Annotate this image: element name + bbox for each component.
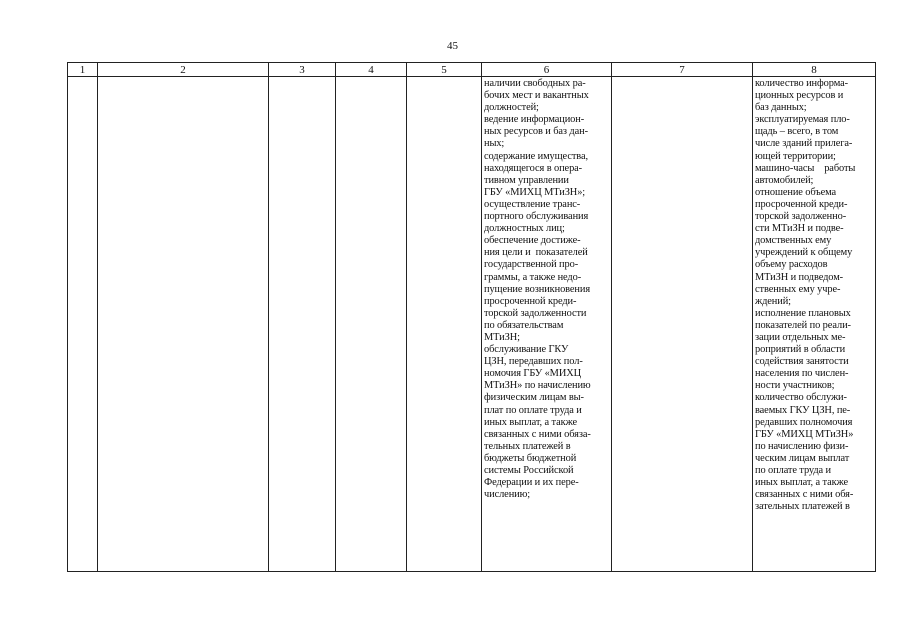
- cell-col-5: [407, 77, 482, 572]
- column-header-2: 2: [98, 63, 269, 77]
- cell-col-7: [612, 77, 753, 572]
- cell-col-3-text: [269, 77, 335, 78]
- table-row: [68, 77, 876, 572]
- cell-col-2: [98, 77, 269, 572]
- cell-col-1: [68, 77, 98, 572]
- table-header-row: [68, 63, 876, 77]
- cell-col-3: [269, 77, 336, 572]
- cell-col-8: [753, 77, 876, 572]
- column-header-6: 6: [482, 63, 612, 77]
- column-header-7: 7: [612, 63, 753, 77]
- column-header-5: 5: [407, 63, 482, 77]
- cell-col-4-text: [336, 77, 406, 78]
- cell-col-5-text: [407, 77, 481, 78]
- cell-col-6: [482, 77, 612, 572]
- column-header-1: 1: [68, 63, 98, 77]
- column-header-8: 8: [753, 63, 876, 77]
- cell-col-7-text: [612, 77, 752, 78]
- document-table: [67, 62, 876, 572]
- column-header-3: 3: [269, 63, 336, 77]
- page-number: 45: [447, 40, 458, 52]
- cell-col-8-text: количество информа- ционных ресурсов и баз данных; эксплуатируемая пло- щадь – всего, в том числе зданий прилега- ющей территории; машино-часы работы автомобилей; отношение объема просроченной креди- торской задолженно- сти МТиЗН и подве- домственных ему учреждений к общему объему расходов МТиЗН и подведом- ственных ему учре- ждений; исполнение плановых показателей по реали- зации отдельных ме- роприятий в области содействия занятости населения по числен- ности участников; количество обслужи- ваемых ГКУ ЦЗН, пе- редавших полномочия ГБУ «МИХЦ МТиЗН» по начислению физи- ческим лицам выплат по оплате труда и иных выплат, а также связанных с ними обя- зательных платежей в: [755, 78, 856, 513]
- cell-col-2-text: [98, 77, 268, 78]
- cell-col-6-text: наличии свободных ра- бочих мест и вакантных должностей; ведение информацион- ных ресурсов и баз дан- ных; содержание имущества, находящегося в опера- тивном управлении ГБУ «МИХЦ МТиЗН»; осуществление транс- портного обслуживания должностных лиц; обеспечение достиже- ния цели и показателей государственной про- граммы, а также недо- пущение возникновения просроченной креди- торской задолженности по обязательствам МТиЗН; обслуживание ГКУ ЦЗН, передавших пол- номочия ГБУ «МИХЦ МТиЗН» по начислению физическим лицам вы- плат по оплате труда и иных выплат, а также связанных с ними обяза- тельных платежей в бюджеты бюджетной системы Российской Федерации и их пере- числению;: [484, 78, 591, 501]
- column-header-4: 4: [336, 63, 407, 77]
- cell-col-4: [336, 77, 407, 572]
- cell-col-1-text: [68, 77, 97, 78]
